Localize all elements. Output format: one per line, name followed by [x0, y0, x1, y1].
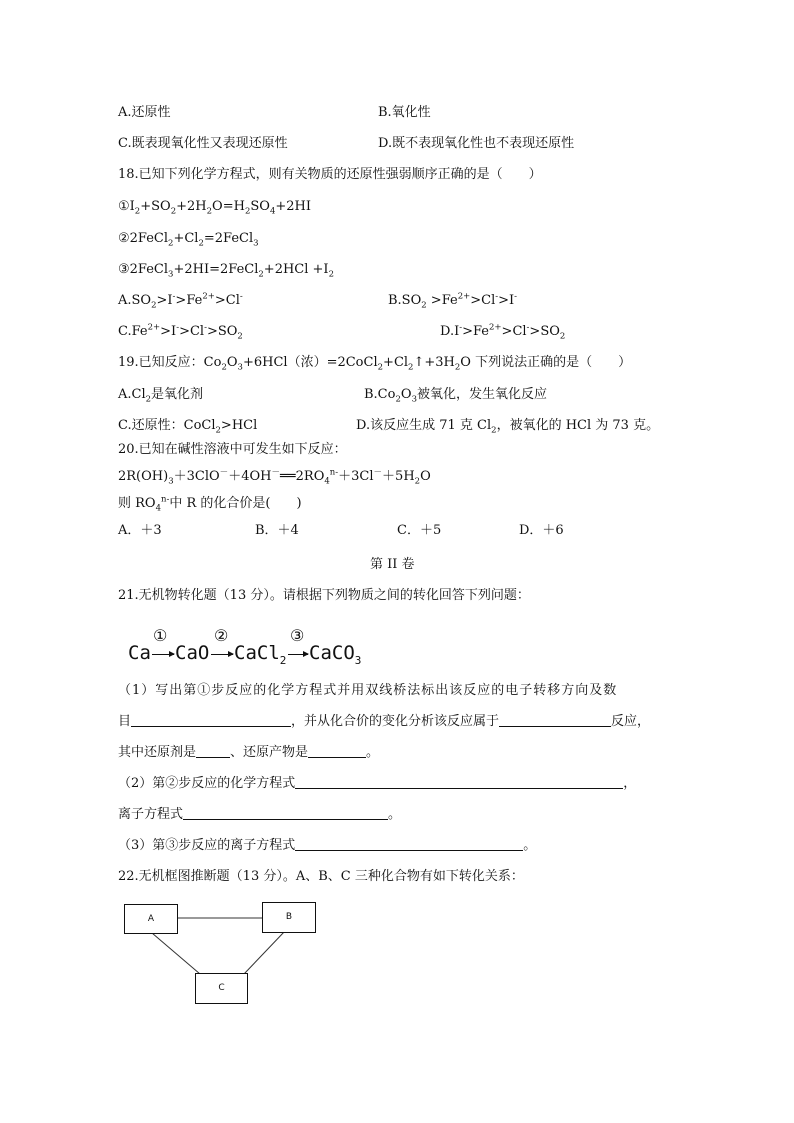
- chain-ca: Ca: [128, 642, 151, 664]
- chain-caco3: CaCO$_3$: [309, 642, 362, 667]
- q21-part1-line1: （1）写出第①步反应的化学方程式并用双线桥法标出该反应的电子转移方向及数: [118, 683, 618, 698]
- q17-option-b: B.氧化性: [378, 105, 431, 120]
- q18-option-b: $B.SO_2 >Fe^{2+}>Cl^->I^-$: [388, 291, 518, 311]
- step-1-label: ①: [153, 626, 168, 645]
- q21-part3: （3）第③步反应的离子方程式 。: [118, 838, 537, 853]
- q18-option-c: $C.Fe^{2+}>I^->Cl^->SO_2$: [118, 322, 243, 342]
- step-3-label: ③: [290, 626, 305, 645]
- q20-question: 则 $RO_4^{n-}$中 R 的化合价是( ): [118, 494, 302, 514]
- q18-option-a: $A.SO_2>I^->Fe^{2+}>Cl^-$: [118, 291, 243, 311]
- q20-stem: 20.已知在碱性溶液中可发生如下反应：: [118, 442, 347, 457]
- q19-option-a: $A.Cl_2$是氧化剂: [118, 387, 204, 405]
- q18-equation-1: $①I_2+SO_2+2H_2O=H_2SO_4+2HI$: [118, 199, 311, 217]
- q17-option-a: A.还原性: [118, 105, 171, 120]
- q20-option-c: C．＋5: [397, 523, 442, 538]
- q18-option-d: $D.I^->Fe^{2+}>Cl^->SO_2$: [440, 322, 566, 342]
- q18-stem: 18.已知下列化学方程式，则有关物质的还原性强弱顺序正确的是（ ）: [118, 167, 542, 182]
- section-heading: 第 II 卷: [370, 557, 415, 572]
- q19-option-b: $B.Co_2O_3$被氧化，发生氧化反应: [364, 387, 547, 405]
- chain-cacl2: CaCl$_2$: [234, 642, 287, 667]
- q21-part1-line2: 目 ，并从化合价的变化分析该反应属于 反应，: [118, 714, 651, 729]
- box-c: C: [195, 973, 248, 1004]
- chain-cao: CaO: [175, 642, 210, 664]
- step-2-label: ②: [214, 626, 229, 645]
- q17-option-c: C.既表现氧化性又表现还原性: [118, 136, 288, 151]
- q20-option-d: D．＋6: [519, 523, 564, 538]
- box-b: B: [262, 902, 316, 933]
- q20-option-b: B．＋4: [255, 523, 299, 538]
- q20-equation: $2R(OH)_3+3ClO^-+4OH^-══2RO_4^{n-}+3Cl^-+5H_2O$: [118, 467, 431, 487]
- q20-option-a: A．＋3: [118, 523, 162, 538]
- box-a: A: [124, 904, 178, 934]
- q19-stem: 19.已知反应：$Co_2O_3+6HCl$（浓）$=2CoCl_2+Cl_2↑+3H_2O$ 下列说法正确的是（ ）: [118, 355, 632, 373]
- q21-part2-line2: 离子方程式 。: [118, 807, 402, 822]
- q21-stem: 21.无机物转化题（13 分）。请根据下列物质之间的转化回答下列问题：: [118, 588, 530, 603]
- q21-part1-line3: 其中还原剂是 、还原产物是 。: [118, 745, 380, 760]
- q21-part2-line1: （2）第②步反应的化学方程式 ，: [118, 776, 637, 791]
- q18-equation-3: ③2FeCl$_3$+2HI=2FeCl$_2$+2HCl $+I_2$: [118, 262, 334, 280]
- q17-option-d: D.既不表现氧化性也不表现还原性: [378, 136, 575, 151]
- q19-option-d: D.该反应生成 71 克 $Cl_2$，被氧化的 HCl 为 73 克。: [356, 418, 660, 436]
- q22-stem: 22.无机框图推断题（13 分）。A、B、C 三种化合物有如下转化关系：: [118, 869, 524, 884]
- q18-equation-2: $②2FeCl_2+Cl_2=2FeCl_3$: [118, 231, 259, 249]
- q19-option-c: C.还原性：CoCl$_2$>HCl: [118, 418, 258, 436]
